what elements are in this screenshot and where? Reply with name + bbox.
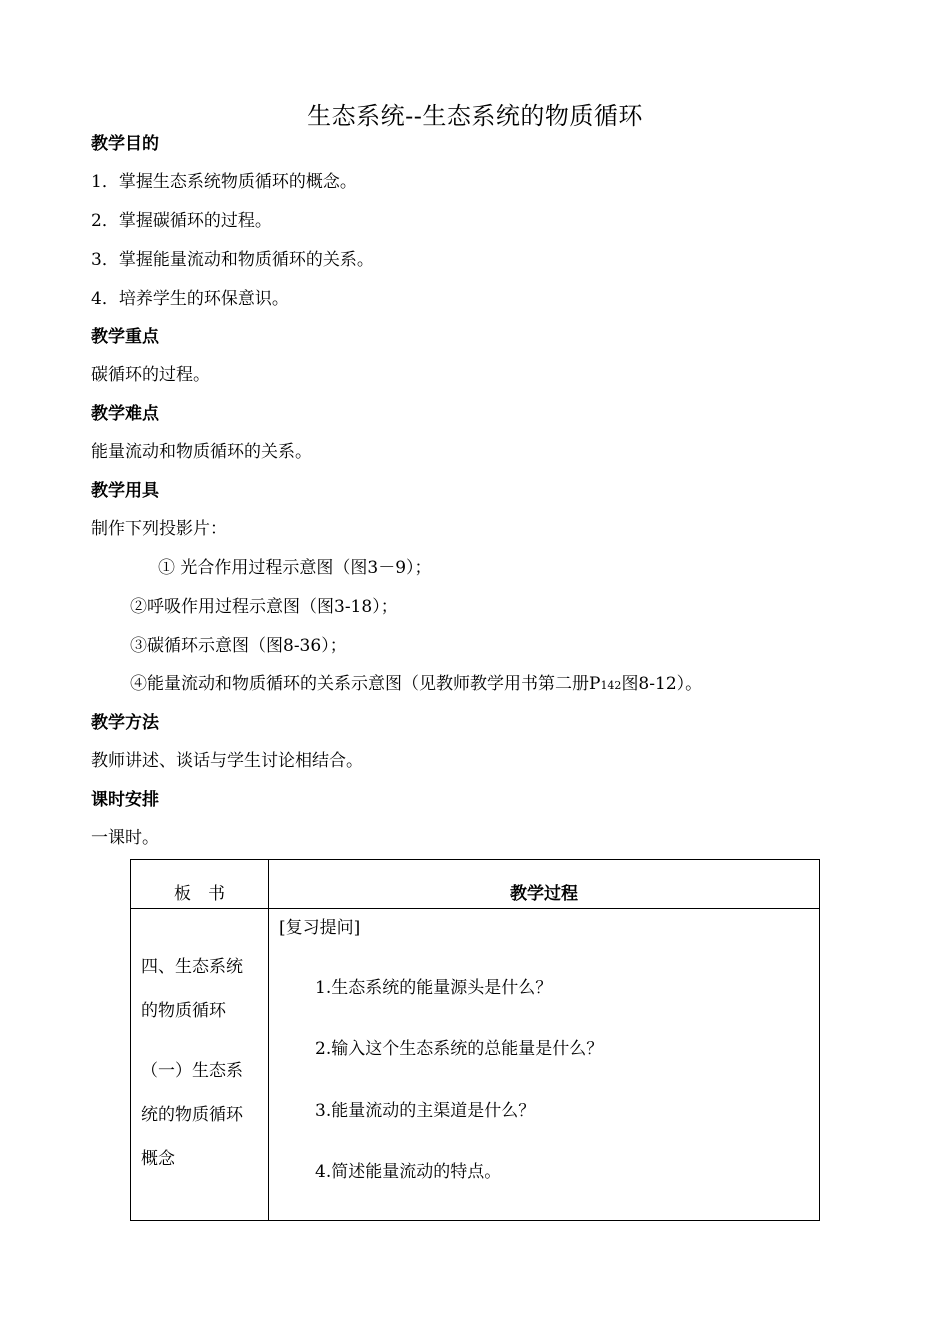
question-item: 2.输入这个生态系统的总能量是什么？ — [315, 1039, 604, 1059]
tools-heading: 教学用具 — [91, 481, 159, 501]
tool-item-text: ④能量流动和物质循环的关系示意图（见教师教学用书第二册P — [130, 674, 601, 694]
question-item: 1.生态系统的能量源头是什么？ — [315, 978, 553, 998]
board-cell — [131, 909, 269, 1221]
tool-item: ③碳循环示意图（图8-36）； — [130, 636, 347, 656]
method-heading: 教学方法 — [91, 713, 159, 733]
tool-item: ① 光合作用过程示意图（图3－9）； — [158, 558, 432, 578]
objective-item: 2．掌握碳循环的过程。 — [91, 211, 272, 231]
review-tag: [复习提问] — [279, 918, 361, 938]
tool-item — [130, 669, 702, 694]
difficulty-text: 能量流动和物质循环的关系。 — [91, 442, 312, 462]
table-row — [131, 909, 820, 1221]
board-line: 四、生态系统 — [141, 957, 243, 977]
objective-item: 3．掌握能量流动和物质循环的关系。 — [91, 250, 374, 270]
board-column-header: 板 书 — [131, 860, 269, 909]
board-line: 统的物质循环 — [141, 1105, 243, 1125]
process-cell — [269, 909, 820, 1221]
tools-intro: 制作下列投影片： — [91, 519, 227, 539]
objective-item: 1．掌握生态系统物质循环的概念。 — [91, 172, 357, 192]
difficulty-heading: 教学难点 — [91, 404, 159, 424]
question-item: 4.简述能量流动的特点。 — [315, 1162, 502, 1182]
board-line: 的物质循环 — [141, 1001, 226, 1021]
schedule-heading: 课时安排 — [91, 790, 159, 810]
focus-heading: 教学重点 — [91, 327, 159, 347]
tool-item: ②呼吸作用过程示意图（图3-18）； — [130, 597, 398, 617]
table-header-row — [131, 860, 820, 909]
page-title: 生态系统--生态系统的物质循环 — [307, 102, 643, 130]
schedule-text: 一课时。 — [91, 828, 159, 848]
page-number-subscript: 142 — [600, 679, 622, 692]
tool-item-text-end: 图8-12）。 — [621, 674, 703, 694]
process-column-header: 教学过程 — [269, 860, 820, 909]
lesson-table — [130, 859, 820, 1221]
method-text: 教师讲述、谈话与学生讨论相结合。 — [91, 751, 363, 771]
question-item: 3.能量流动的主渠道是什么？ — [315, 1101, 536, 1121]
board-line: 概念 — [141, 1149, 175, 1169]
focus-text: 碳循环的过程。 — [91, 365, 210, 385]
objective-item: 4．培养学生的环保意识。 — [91, 289, 289, 309]
objectives-heading: 教学目的 — [91, 134, 159, 154]
board-line: （一）生态系 — [141, 1061, 243, 1081]
